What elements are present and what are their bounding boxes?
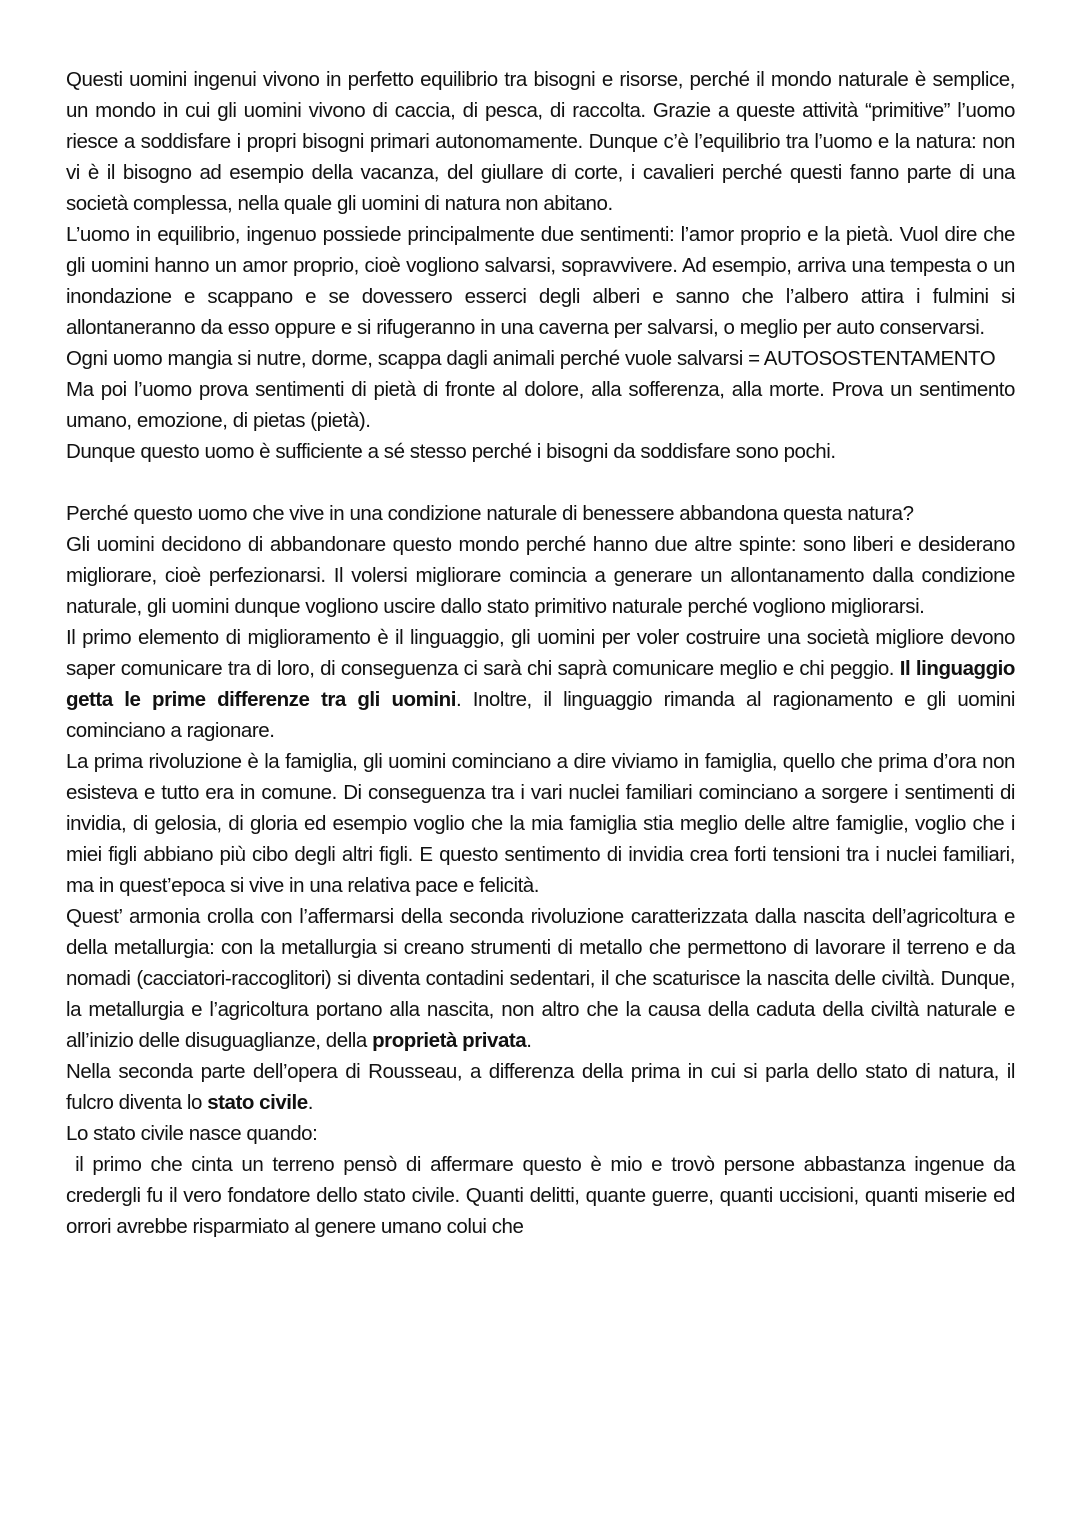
second-revolution-text-before: Quest’ armonia crolla con l’affermarsi della seconda rivoluzione caratterizzata dalla nascita dell’agricoltura e della metallurgia: con la metallurgia si creano strumenti di metallo che permettono di lavorare il terreno e da nomadi (cacciatori-raccoglitori) si diventa contadini sedentari, il che scaturisce la nascita delle civiltà. Dunque, la metallurgia e l’agricoltura portano alla nascita, non altro che la causa della caduta della civiltà naturale e all’inizio delle disuguaglianze, della bbox=[66, 905, 1015, 1052]
paragraph-rousseau-quote bbox=[66, 1149, 1015, 1242]
second-part-text-after: . bbox=[307, 1091, 314, 1114]
paragraph-perfection: Gli uomini decidono di abbandonare questo mondo perché hanno due altre spinte: sono liberi e desiderano migliorare, cioè perfezionarsi. Il volersi migliorare comincia a generare un allontanamento dalla condizione naturale, gli uomini dunque vogliono uscire dallo stato primitivo naturale perché vogliono migliorarsi. bbox=[66, 533, 1015, 618]
paragraph-two-sentiments: L’uomo in equilibrio, ingenuo possiede principalmente due sentimenti: l’amor proprio e la pietà. Vuol dire che gli uomini hanno un amor proprio, cioè vogliono salvarsi, sopravvivere. Ad esempio, arriva una tempesta o un inondazione e scappano e se dovessero esserci degli alberi e sanno che l’albero attira i fulmini si allontaneranno da esso oppure e si rifugeranno in una caverna per salvarsi, o meglio per auto conservarsi. bbox=[66, 223, 1015, 339]
paragraph-natural-equilibrium: Questi uomini ingenui vivono in perfetto equilibrio tra bisogni e risorse, perché il mondo naturale è semplice, un mondo in cui gli uomini vivono di caccia, di pesca, di raccolta. Grazie a queste attività “primitive” l’uomo riesce a soddisfare i propri bisogni primari autonomamente. Dunque c’è l’equilibrio tra l’uomo e la natura: non vi è il bisogno ad esempio della vacanza, del giullare di corte, i cavalieri perché questi fanno parte di una società complessa, nella quale gli uomini di natura non abitano. bbox=[66, 68, 1015, 215]
language-text-after: . Inoltre, il linguaggio rimanda al ragionamento e gli uomini cominciano a ragionare. bbox=[66, 688, 1016, 742]
paragraph-autosostentamento: Ogni uomo mangia si nutre, dorme, scappa dagli animali perché vuole salvarsi = AUTOSOSTENTAMENTO bbox=[66, 347, 996, 370]
second-revolution-text-after: . bbox=[526, 1029, 532, 1052]
blank-line bbox=[66, 467, 1015, 498]
rousseau-quote-text: il primo che cinta un terreno pensò di affermare questo è mio e trovò persone abbastanza ingenue da credergli fu il vero fondatore dello stato civile. Quanti delitti, quante guerre, quanti uccisioni, quanti miserie ed orrori avrebbe risparmiato al genere umano colui che bbox=[66, 1153, 1016, 1238]
private-property-bold: proprietà privata bbox=[372, 1029, 527, 1052]
paragraph-language bbox=[66, 622, 1015, 746]
paragraph-second-revolution bbox=[66, 901, 1015, 1056]
paragraph-self-sufficient: Dunque questo uomo è sufficiente a sé stesso perché i bisogni da soddisfare sono pochi. bbox=[66, 440, 836, 463]
paragraph-question: Perché questo uomo che vive in una condizione naturale di benessere abbandona questa natura? bbox=[66, 502, 914, 525]
document-page bbox=[66, 64, 1015, 1242]
second-part-text-before: Nella seconda parte dell’opera di Rousseau, a differenza della prima in cui si parla dello stato di natura, il fulcro diventa lo bbox=[66, 1060, 1015, 1114]
paragraph-civil-state-origin: Lo stato civile nasce quando: bbox=[66, 1122, 318, 1145]
civil-state-bold: stato civile bbox=[207, 1091, 308, 1114]
paragraph-family-revolution: La prima rivoluzione è la famiglia, gli uomini cominciano a dire viviamo in famiglia, quello che prima d’ora non esisteva e tutto era in comune. Di conseguenza tra i vari nuclei familiari cominciano a sorgere i sentimenti di invidia, di gelosia, di gloria ed esempio voglio che la mia famiglia stia meglio delle altre famiglie, voglio che i miei figli abbiano più cibo degli altri figli. E questo sentimento di invidia crea forti tensioni tra i nuclei familiari, ma in quest’epoca si vive in una relativa pace e felicità. bbox=[66, 750, 1015, 897]
paragraph-second-part bbox=[66, 1056, 1015, 1118]
language-bold-statement: Il linguaggio getta le prime differenze tra gli uomini bbox=[66, 657, 1015, 711]
paragraph-pieta: Ma poi l’uomo prova sentimenti di pietà di fronte al dolore, alla sofferenza, alla morte. Prova un sentimento umano, emozione, di pietas (pietà). bbox=[66, 378, 1015, 432]
language-text-before: Il primo elemento di miglioramento è il linguaggio, gli uomini per voler costruire una società migliore devono saper comunicare tra di loro, di conseguenza ci sarà chi saprà comunicare meglio e chi peggio. bbox=[66, 626, 1015, 680]
